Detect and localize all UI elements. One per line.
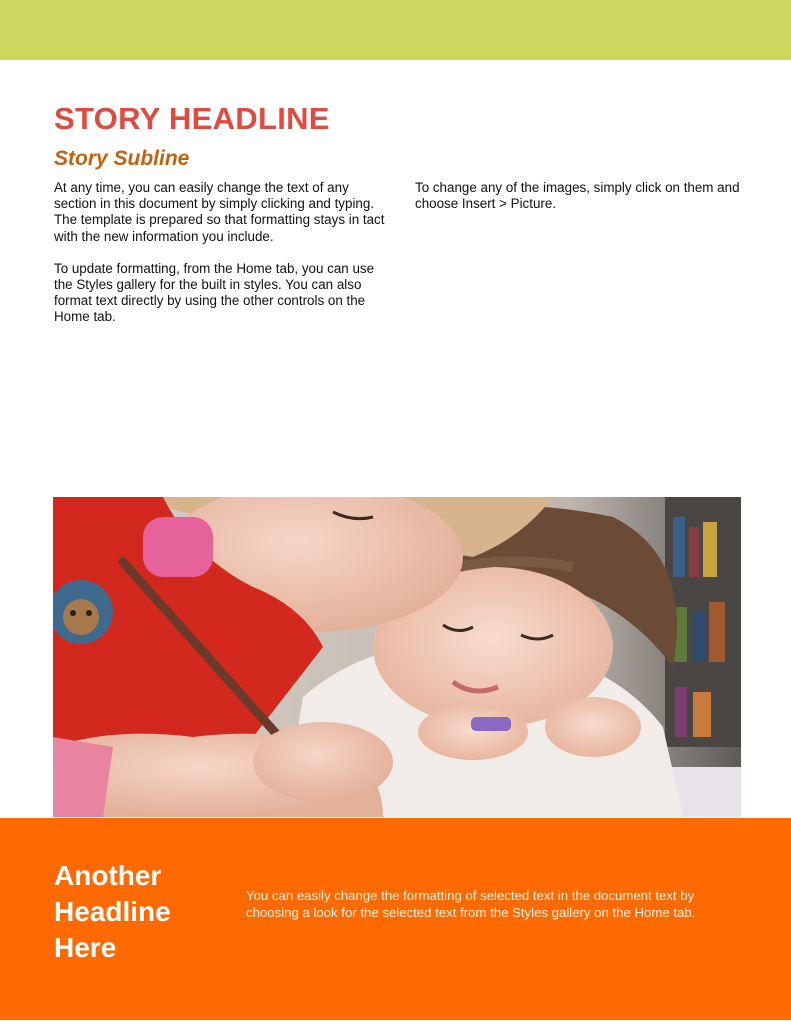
story-headline[interactable]: STORY HEADLINE [54, 101, 330, 136]
body-paragraph[interactable]: To change any of the images, simply click on them and choose Insert > Picture. [415, 180, 740, 212]
band-text[interactable]: You can easily change the formatting of selected text in the document text by choosing a look for the selected text from the Styles gallery on the Home tab. [246, 888, 696, 920]
photo-illustration [53, 497, 741, 817]
top-color-band [0, 0, 791, 60]
left-text-column [54, 180, 389, 342]
body-paragraph[interactable]: At any time, you can easily change the text of any section in this document by simply clicking and typing. The template is prepared so that formatting stays in tact with the new information you include. [54, 180, 385, 244]
story-photo[interactable] [53, 497, 741, 817]
band-headline[interactable]: Another Headline Here [54, 860, 171, 963]
right-text-column [415, 180, 745, 228]
body-paragraph[interactable]: To update formatting, from the Home tab, you can use the Styles gallery for the built in styles. You can also format text directly by using the other controls on the Home tab. [54, 260, 375, 325]
story-subline[interactable]: Story Subline [54, 147, 190, 170]
